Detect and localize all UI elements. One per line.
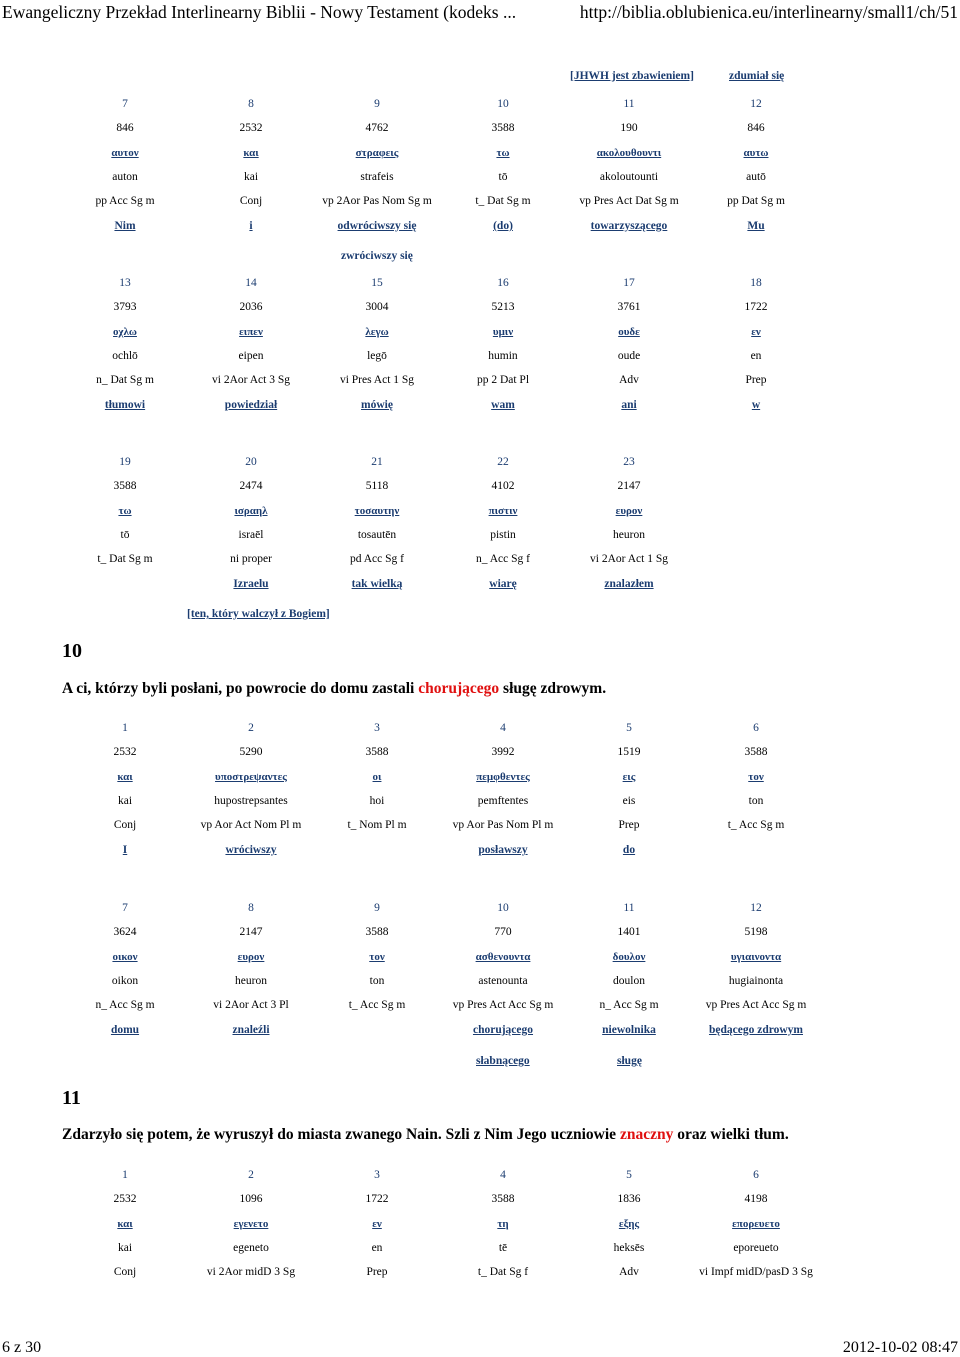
polish-gloss-row <box>0 218 960 234</box>
polish-gloss[interactable]: Nim <box>114 220 136 232</box>
word-number: 18 <box>750 277 762 289</box>
word-number: 19 <box>119 456 131 468</box>
morphology-row <box>0 551 960 567</box>
strong-number: 1836 <box>617 1193 641 1205</box>
greek-word[interactable]: ουδε <box>618 326 640 338</box>
morphology-row <box>0 372 960 388</box>
verse-text <box>62 680 606 698</box>
transliteration: kai <box>117 1242 133 1254</box>
alt-translation-note: zwróciwszy się <box>341 250 413 262</box>
polish-gloss[interactable]: i <box>249 220 253 232</box>
transliteration: humin <box>488 350 518 362</box>
morphology: vi 2Aor Act 3 Sg <box>212 374 290 386</box>
transliteration: autō <box>746 171 766 183</box>
greek-word[interactable]: ευρον <box>615 505 643 517</box>
word-number: 7 <box>122 98 128 110</box>
polish-gloss[interactable]: I <box>122 844 128 856</box>
word-number: 4 <box>500 1169 506 1181</box>
verse-text <box>62 1126 789 1144</box>
header-title: Ewangeliczny Przekład Interlinearny Biblii - Nowy Testament (kodeks ... <box>2 2 517 22</box>
morphology: vi Pres Act 1 Sg <box>339 374 415 386</box>
transliteration: pistin <box>490 529 516 541</box>
transliteration-row <box>0 973 960 989</box>
strong-number: 3624 <box>113 926 137 938</box>
strong-number: 4762 <box>365 122 389 134</box>
morphology: vp Aor Pas Nom Pl m <box>452 819 554 831</box>
verse-text-part: oraz wielki tłum. <box>673 1126 789 1143</box>
word-number: 22 <box>497 456 509 468</box>
transliteration: heuron <box>235 975 267 987</box>
strong-number: 5198 <box>744 926 768 938</box>
transliteration: egeneto <box>233 1242 269 1254</box>
greek-word[interactable]: ασθενουντα <box>475 951 531 963</box>
verse-number: 10 <box>62 640 82 662</box>
word-number: 13 <box>119 277 131 289</box>
polish-gloss-row <box>0 397 960 413</box>
morphology: vi Impf midD/pasD 3 Sg <box>699 1266 813 1278</box>
transliteration: eis <box>622 795 636 807</box>
morphology: t_ Nom Pl m <box>347 819 407 831</box>
strong-number: 1096 <box>239 1193 263 1205</box>
polish-gloss[interactable]: ani <box>621 399 637 411</box>
polish-gloss[interactable]: w <box>751 399 761 411</box>
gloss-note-zdumial[interactable]: zdumiał się <box>729 70 785 82</box>
polish-gloss[interactable]: Izraelu <box>233 578 269 590</box>
transliteration-row <box>0 793 960 809</box>
strong-number: 3588 <box>491 122 515 134</box>
word-number: 8 <box>248 98 254 110</box>
polish-gloss[interactable]: odwróciwszy się <box>337 220 417 232</box>
transliteration: ton <box>748 795 764 807</box>
strong-number: 3588 <box>365 926 389 938</box>
morphology: Conj <box>239 195 263 207</box>
transliteration: en <box>371 1242 383 1254</box>
strong-number: 4102 <box>491 480 515 492</box>
transliteration: hugiainonta <box>728 975 784 987</box>
transliteration: pemftentes <box>477 795 529 807</box>
greek-word-row <box>0 769 960 785</box>
gloss-note-jhwh[interactable]: [JHWH jest zbawieniem] <box>570 70 694 82</box>
transliteration: heuron <box>613 529 645 541</box>
transliteration: ton <box>369 975 385 987</box>
morphology: vp Pres Act Acc Sg m <box>705 999 807 1011</box>
strong-number-row <box>0 120 960 136</box>
strong-number: 5213 <box>491 301 515 313</box>
word-number: 14 <box>245 277 257 289</box>
word-number-row <box>0 1167 960 1183</box>
morphology: Conj <box>113 1266 137 1278</box>
verse-number: 11 <box>62 1087 81 1109</box>
strong-number: 3992 <box>491 746 515 758</box>
verse-text-part: sługę zdrowym. <box>499 680 607 697</box>
greek-word[interactable]: τω <box>496 147 510 159</box>
strong-number: 2036 <box>239 301 263 313</box>
strong-number: 3761 <box>617 301 641 313</box>
strong-number: 3004 <box>365 301 389 313</box>
transliteration: oude <box>617 350 641 362</box>
polish-gloss[interactable]: do <box>622 844 636 856</box>
word-number: 12 <box>750 98 762 110</box>
strong-number: 2532 <box>113 1193 137 1205</box>
greek-word[interactable]: οικον <box>112 951 138 963</box>
transliteration-row <box>0 1240 960 1256</box>
verse-text-highlight: chorującego <box>418 680 500 697</box>
transliteration: heksēs <box>613 1242 645 1254</box>
polish-gloss[interactable]: wróciwszy <box>225 844 277 856</box>
word-number: 3 <box>374 722 380 734</box>
word-number: 16 <box>497 277 509 289</box>
morphology: vp Pres Act Acc Sg m <box>452 999 554 1011</box>
word-number-row <box>0 900 960 916</box>
strong-number: 3588 <box>491 1193 515 1205</box>
greek-word[interactable]: και <box>243 147 259 159</box>
word-number: 8 <box>248 902 254 914</box>
strong-number: 3588 <box>113 480 137 492</box>
morphology-row <box>0 997 960 1013</box>
word-number-row <box>0 720 960 736</box>
word-number: 4 <box>500 722 506 734</box>
morphology: Prep <box>745 374 767 386</box>
strong-number-row <box>0 478 960 494</box>
transliteration: hoi <box>369 795 385 807</box>
word-number: 15 <box>371 277 383 289</box>
print-timestamp: 2012-10-02 08:47 <box>842 1339 958 1356</box>
word-number-row <box>0 275 960 291</box>
greek-word[interactable]: ευρον <box>237 951 265 963</box>
morphology: vi 2Aor Act 1 Sg <box>590 553 668 565</box>
greek-word-row <box>0 503 960 519</box>
morphology: n_ Dat Sg m <box>96 374 154 386</box>
morphology: vp Aor Act Nom Pl m <box>200 819 302 831</box>
polish-gloss[interactable]: domu <box>110 1024 140 1036</box>
word-number: 21 <box>371 456 383 468</box>
word-number-row <box>0 96 960 112</box>
morphology: pd Acc Sg f <box>350 553 404 565</box>
transliteration: tō <box>120 529 130 541</box>
word-number: 2 <box>248 1169 254 1181</box>
transliteration-row <box>0 527 960 543</box>
greek-word-row <box>0 949 960 965</box>
strong-number: 2147 <box>617 480 641 492</box>
strong-number: 846 <box>747 122 765 134</box>
word-number: 7 <box>122 902 128 914</box>
gloss-note-israel[interactable]: [ten, który walczył z Bogiem] <box>187 608 330 620</box>
transliteration: oikon <box>111 975 139 987</box>
strong-number: 3588 <box>744 746 768 758</box>
word-number: 10 <box>497 902 509 914</box>
morphology: Adv <box>619 1266 639 1278</box>
greek-word-row <box>0 324 960 340</box>
morphology: Prep <box>618 819 640 831</box>
polish-gloss-row <box>0 1022 960 1038</box>
morphology: t_ Dat Sg m <box>475 195 531 207</box>
greek-word[interactable]: εν <box>751 326 761 338</box>
transliteration: eporeueto <box>733 1242 779 1254</box>
strong-number: 3588 <box>365 746 389 758</box>
greek-word[interactable]: δουλον <box>612 951 646 963</box>
morphology: pp Acc Sg m <box>95 195 155 207</box>
polish-gloss[interactable]: będącego zdrowym <box>708 1024 803 1036</box>
greek-word[interactable]: λεγω <box>365 326 389 338</box>
morphology: t_ Dat Sg m <box>97 553 153 565</box>
word-number: 3 <box>374 1169 380 1181</box>
word-number: 17 <box>623 277 635 289</box>
transliteration: tō <box>498 171 508 183</box>
word-number: 11 <box>623 98 635 110</box>
polish-gloss[interactable]: powiedział <box>224 399 278 411</box>
greek-word[interactable]: στραφεις <box>355 147 399 159</box>
polish-gloss[interactable]: Mu <box>747 220 765 232</box>
greek-word[interactable]: ακολουθουντι <box>596 147 662 159</box>
greek-word-row <box>0 145 960 161</box>
word-number: 1 <box>122 1169 128 1181</box>
greek-word[interactable]: επορευετο <box>732 1218 780 1230</box>
strong-number: 1519 <box>617 746 641 758</box>
transliteration: akoloutounti <box>599 171 659 183</box>
word-number: 1 <box>122 722 128 734</box>
page-counter: 6 z 30 <box>2 1339 42 1356</box>
polish-gloss[interactable]: chorującego <box>472 1024 534 1036</box>
morphology: n_ Acc Sg m <box>599 999 659 1011</box>
strong-number: 4198 <box>744 1193 768 1205</box>
transliteration: israēl <box>238 529 264 541</box>
greek-word[interactable]: τη <box>497 1218 509 1230</box>
strong-number: 2532 <box>239 122 263 134</box>
morphology: vi 2Aor midD 3 Sg <box>206 1266 296 1278</box>
greek-word[interactable]: εις <box>622 771 636 783</box>
word-number: 23 <box>623 456 635 468</box>
transliteration: tosautēn <box>357 529 397 541</box>
word-number: 2 <box>248 722 254 734</box>
polish-gloss[interactable]: znaleźli <box>232 1024 270 1036</box>
strong-number: 1722 <box>744 301 768 313</box>
polish-gloss[interactable]: (do) <box>493 220 513 232</box>
greek-word[interactable]: πεμφθεντες <box>476 771 530 783</box>
polish-gloss[interactable]: towarzyszącego <box>590 220 668 232</box>
strong-number: 1722 <box>365 1193 389 1205</box>
polish-gloss[interactable]: tłumowi <box>104 399 146 411</box>
word-number: 5 <box>626 722 632 734</box>
transliteration: strafeis <box>360 171 394 183</box>
verse-text-highlight: znaczny <box>619 1126 674 1143</box>
morphology: Prep <box>366 1266 388 1278</box>
morphology: n_ Acc Sg f <box>476 553 530 565</box>
strong-number: 3793 <box>113 301 137 313</box>
greek-word[interactable]: οχλω <box>113 326 137 338</box>
morphology: t_ Acc Sg m <box>348 999 406 1011</box>
strong-number: 846 <box>116 122 134 134</box>
transliteration-row <box>0 348 960 364</box>
polish-gloss[interactable]: posławszy <box>478 844 528 856</box>
strong-number: 2474 <box>239 480 263 492</box>
transliteration: auton <box>112 171 138 183</box>
transliteration: tē <box>498 1242 508 1254</box>
transliteration: hupostrepsantes <box>214 795 288 807</box>
word-number: 6 <box>753 722 759 734</box>
polish-gloss-row <box>0 842 960 858</box>
greek-word[interactable]: εν <box>372 1218 382 1230</box>
greek-word[interactable]: πιστιν <box>488 505 518 517</box>
morphology-row <box>0 193 960 209</box>
greek-word[interactable]: ισραηλ <box>234 505 268 517</box>
strong-number: 2147 <box>239 926 263 938</box>
polish-gloss[interactable]: wam <box>491 399 515 411</box>
polish-gloss[interactable]: wiarę <box>489 578 517 590</box>
transliteration: en <box>750 350 762 362</box>
strong-number-row <box>0 299 960 315</box>
morphology: t_ Acc Sg m <box>727 819 785 831</box>
strong-number-row <box>0 1191 960 1207</box>
strong-number: 5118 <box>365 480 389 492</box>
transliteration: eipen <box>238 350 264 362</box>
strong-number: 190 <box>620 122 638 134</box>
greek-word[interactable]: τοσαυτην <box>354 505 400 517</box>
morphology-row <box>0 817 960 833</box>
alt-translation-note[interactable]: słabnącego <box>476 1055 530 1067</box>
word-number: 5 <box>626 1169 632 1181</box>
word-number: 9 <box>374 902 380 914</box>
strong-number: 1401 <box>617 926 641 938</box>
morphology: vp 2Aor Pas Nom Sg m <box>322 195 432 207</box>
greek-word[interactable]: υγιαινοντα <box>730 951 782 963</box>
greek-word[interactable]: τω <box>118 505 132 517</box>
word-number: 11 <box>623 902 635 914</box>
greek-word[interactable]: τον <box>748 771 764 783</box>
morphology: Conj <box>113 819 137 831</box>
morphology-row <box>0 1264 960 1280</box>
greek-word[interactable]: και <box>117 1218 133 1230</box>
word-number-row <box>0 454 960 470</box>
polish-gloss[interactable]: tak wielką <box>351 578 403 590</box>
strong-number: 2532 <box>113 746 137 758</box>
transliteration: kai <box>243 171 259 183</box>
word-number: 9 <box>374 98 380 110</box>
polish-gloss[interactable]: mówię <box>361 399 393 411</box>
polish-gloss-row <box>0 576 960 592</box>
transliteration: doulon <box>613 975 645 987</box>
strong-number: 5290 <box>239 746 263 758</box>
word-number: 6 <box>753 1169 759 1181</box>
greek-word[interactable]: εγενετο <box>233 1218 269 1230</box>
transliteration: ochlō <box>112 350 138 362</box>
greek-word[interactable]: υποστρεψαντες <box>215 771 287 783</box>
greek-word[interactable]: αυτον <box>111 147 139 159</box>
greek-word[interactable]: αυτω <box>743 147 769 159</box>
greek-word[interactable]: τον <box>369 951 385 963</box>
alt-translation-note[interactable]: sługę <box>617 1055 642 1067</box>
morphology: Adv <box>619 374 639 386</box>
transliteration-row <box>0 169 960 185</box>
morphology: vi 2Aor Act 3 Pl <box>213 999 289 1011</box>
transliteration: legō <box>367 350 387 362</box>
greek-word[interactable]: οι <box>372 771 382 783</box>
greek-word[interactable]: υμιν <box>492 326 514 338</box>
morphology: ni proper <box>230 553 272 565</box>
greek-word[interactable]: ειπεν <box>239 326 263 338</box>
word-number: 10 <box>497 98 509 110</box>
strong-number-row <box>0 924 960 940</box>
verse-text-part: Zdarzyło się potem, że wyruszył do miasta zwanego Nain. Szli z Nim Jego uczniowie <box>62 1126 620 1143</box>
polish-gloss[interactable]: znalazłem <box>604 578 654 590</box>
morphology: pp Dat Sg m <box>727 195 785 207</box>
transliteration: kai <box>117 795 133 807</box>
word-number: 20 <box>245 456 257 468</box>
word-number: 12 <box>750 902 762 914</box>
greek-word-row <box>0 1216 960 1232</box>
morphology: pp 2 Dat Pl <box>476 374 530 386</box>
strong-number-row <box>0 744 960 760</box>
verse-text-part: A ci, którzy byli posłani, po powrocie do domu zastali <box>62 680 419 697</box>
greek-word[interactable]: και <box>117 771 133 783</box>
greek-word[interactable]: εξης <box>618 1218 640 1230</box>
morphology: vp Pres Act Dat Sg m <box>579 195 679 207</box>
morphology: n_ Acc Sg m <box>95 999 155 1011</box>
morphology: t_ Dat Sg f <box>477 1266 529 1278</box>
strong-number: 770 <box>494 926 512 938</box>
transliteration: astenounta <box>478 975 528 987</box>
polish-gloss[interactable]: niewolnika <box>602 1024 656 1036</box>
header-url[interactable]: http://biblia.oblubienica.eu/interlinearny/small1/ch/51 <box>579 2 958 22</box>
